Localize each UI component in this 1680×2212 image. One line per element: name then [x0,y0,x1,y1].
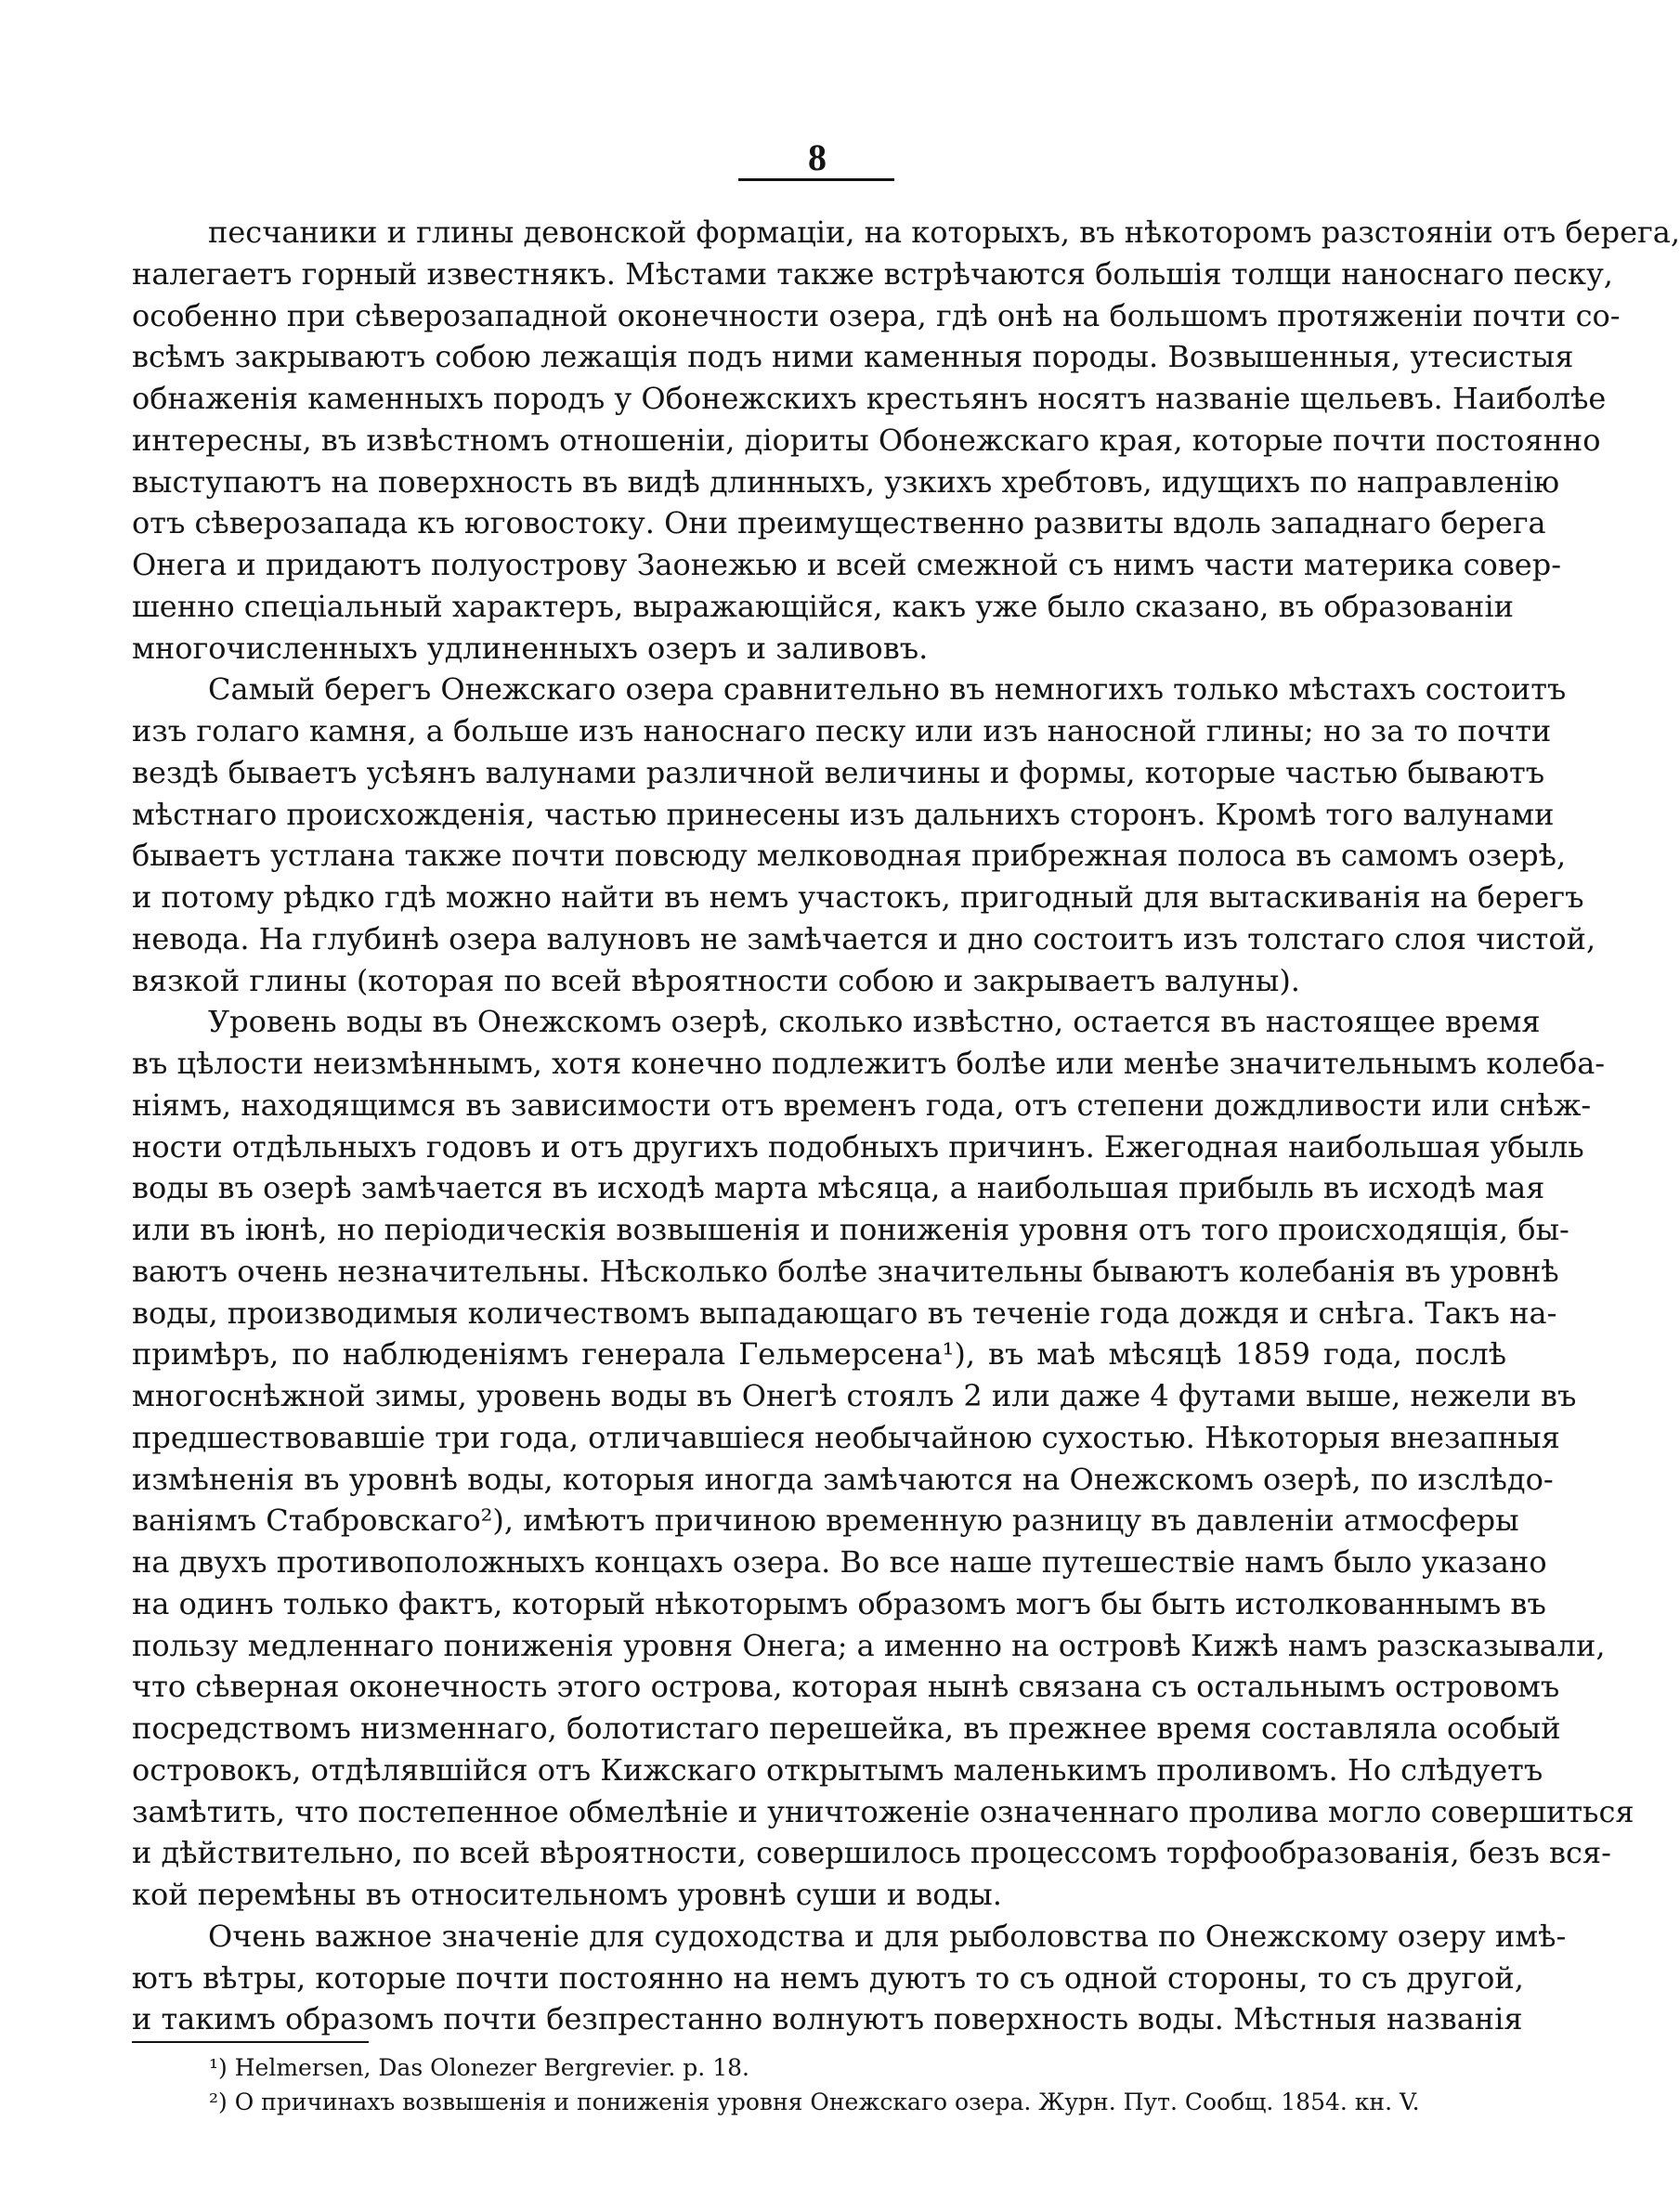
text-line: шенно спеціальный характеръ, выражающійся, какъ уже было сказано, въ образованіи [132,588,1514,624]
text-line: измѣненія въ уровнѣ воды, которыя иногда замѣчаются на Онежскомъ озерѣ, по изслѣдо- [132,1461,1554,1497]
text-line: многочисленныхъ удлиненныхъ озеръ и заливовъ. [132,630,929,666]
text-line: отъ сѣверозапада къ юговостоку. Они преимущественно развиты вдоль западнаго берега [132,505,1546,541]
text-line: замѣтить, что постепенное обмелѣніе и уничтоженіе означеннаго пролива могло совершиться [132,1793,1634,1829]
text-line: интересны, въ извѣстномъ отношеніи, діориты Обонежскаго края, которые почти постоянно [132,422,1601,458]
text-line: ніямъ, находящимся въ зависимости отъ временъ года, отъ степени дождливости или снѣж- [132,1086,1592,1123]
text-line: воды, производимыя количествомъ выпадающаго въ теченіе года дождя и снѣга. Такъ на- [132,1295,1557,1331]
text-line: ваютъ очень незначительны. Нѣсколько болѣе значительны бываютъ колебанія въ уровнѣ [132,1253,1559,1289]
text-line: на двухъ противоположныхъ концахъ озера. Во все наше путешествіе намъ было указано [132,1544,1547,1580]
text-line: примѣръ, по наблюденіямъ генерала Гельмерсена¹), въ маѣ мѣсяцѣ 1859 года, послѣ [132,1336,1506,1373]
text-line: воды въ озерѣ замѣчается въ исходѣ марта мѣсяца, а наибольшая прибыль въ исходѣ мая [132,1170,1545,1206]
text-line: и такимъ образомъ почти безпрестанно волнуютъ поверхность воды. Мѣстныя названія [132,2001,1523,2037]
text-line: налегаетъ горный известнякъ. Мѣстами также встрѣчаются большія толщи наноснаго песку, [132,255,1613,292]
text-line: выступаютъ на поверхность въ видѣ длинныхъ, узкихъ хребтовъ, идущихъ по направленію [132,463,1560,500]
footnote: ²) О причинахъ возвышенія и пониженія уровня Онежскаго озера. Журн. Пут. Сообщ. 1854. кн. V. [209,2088,1420,2115]
text-line: особенно при сѣверозападной оконечности озера, гдѣ онѣ на большомъ протяженіи почти со- [132,297,1621,333]
page-number: 8 [808,137,827,178]
text-line: или въ іюнѣ, но періодическія возвышенія и пониженія уровня отъ того происходящія, бы- [132,1212,1569,1247]
text-line: невода. На глубинѣ озера валуновъ не замѣчается и дно состоитъ изъ толстаго слоя чистой, [132,920,1596,956]
text-line: вездѣ бываетъ усѣянъ валунами различной величины и формы, которые частью бываютъ [132,754,1545,790]
text-line: на одинъ только фактъ, который нѣкоторымъ образомъ могъ бы быть истолкованнымъ въ [132,1585,1546,1621]
text-line: ютъ вѣтры, которые почти постоянно на немъ дуютъ то съ одной стороны, то съ другой, [132,1959,1524,1996]
text-line: обнаженія каменныхъ породъ у Обонежскихъ крестьянъ носятъ названіе щельевъ. Наиболѣе [132,381,1607,416]
text-line: вязкой глины (которая по всей вѣроятности собою и закрываетъ валуны). [132,962,1300,998]
text-line: и дѣйствительно, по всей вѣроятности, совершилось процессомъ торфообразованія, безъ вся- [132,1835,1611,1871]
text-line: изъ голаго камня, а больше изъ наноснаго песку или изъ наносной глины; но за то почти [132,713,1552,748]
text-line: предшествовавшіе три года, отличавшіеся необычайною сухостью. Нѣкоторыя внезапныя [132,1419,1560,1455]
text-line: островокъ, отдѣлявшійся отъ Кижскаго открытымъ маленькимъ проливомъ. Но слѣдуетъ [132,1751,1543,1788]
text-line: ности отдѣльныхъ годовъ и отъ другихъ подобныхъ причинъ. Ежегодная наибольшая убыль [132,1128,1584,1165]
body-text [132,212,1680,2040]
text-line: ваніямъ Стабровскаго²), имѣютъ причиною временную разницу въ давленіи атмосферы [132,1503,1519,1539]
text-line: песчаники и глины девонской формаціи, на которыхъ, въ нѣкоторомъ разстояніи отъ берега, [208,215,1680,250]
text-line: что сѣверная оконечность этого острова, которая нынѣ связана съ остальнымъ островомъ [132,1669,1560,1705]
text-line: Очень важное значеніе для судоходства и для рыболовства по Онежскому озеру имѣ- [208,1918,1567,1954]
text-line: Уровень воды въ Онежскомъ озерѣ, сколько извѣстно, остается въ настоящее время [208,1004,1541,1040]
footnote: ¹) Helmersen, Das Olonezer Bergrevier. p. 18. [209,2054,749,2081]
text-line: кой перемѣны въ относительномъ уровнѣ суши и воды. [132,1877,1002,1912]
text-line: Онега и придаютъ полуострову Заонежью и всей смежной съ нимъ части материка совер- [132,547,1562,582]
text-line: многоснѣжной зимы, уровень воды въ Онегѣ стоялъ 2 или даже 4 футами выше, нежели въ [132,1378,1577,1413]
text-line: и потому рѣдко гдѣ можно найти въ немъ участокъ, пригодный для вытаскиванія на берегъ [132,879,1584,915]
header-rule [738,178,894,181]
text-line: посредствомъ низменнаго, болотистаго перешейка, въ прежнее время составляла особый [132,1711,1561,1746]
text-line: Самый берегъ Онежскаго озера сравнительно въ немногихъ только мѣстахъ состоитъ [208,671,1567,708]
text-line: всѣмъ закрываютъ собою лежащія подъ ними каменныя породы. Возвышенныя, утесистыя [132,339,1574,375]
text-line: бываетъ устлана также почти повсюду мелководная прибрежная полоса въ самомъ озерѣ, [132,838,1567,874]
text-line: пользу медленнаго пониженія уровня Онега; а именно на островѣ Кижѣ намъ разсказывали, [132,1627,1606,1663]
text-line: мѣстнаго происхожденія, частью принесены изъ дальнихъ сторонъ. Кромѣ того валунами [132,796,1555,832]
text-line: въ цѣлости неизмѣннымъ, хотя конечно подлежитъ болѣе или менѣе значительнымъ колеба- [132,1046,1606,1081]
footnotes [209,2050,1509,2119]
footnote-rule [132,2041,369,2043]
